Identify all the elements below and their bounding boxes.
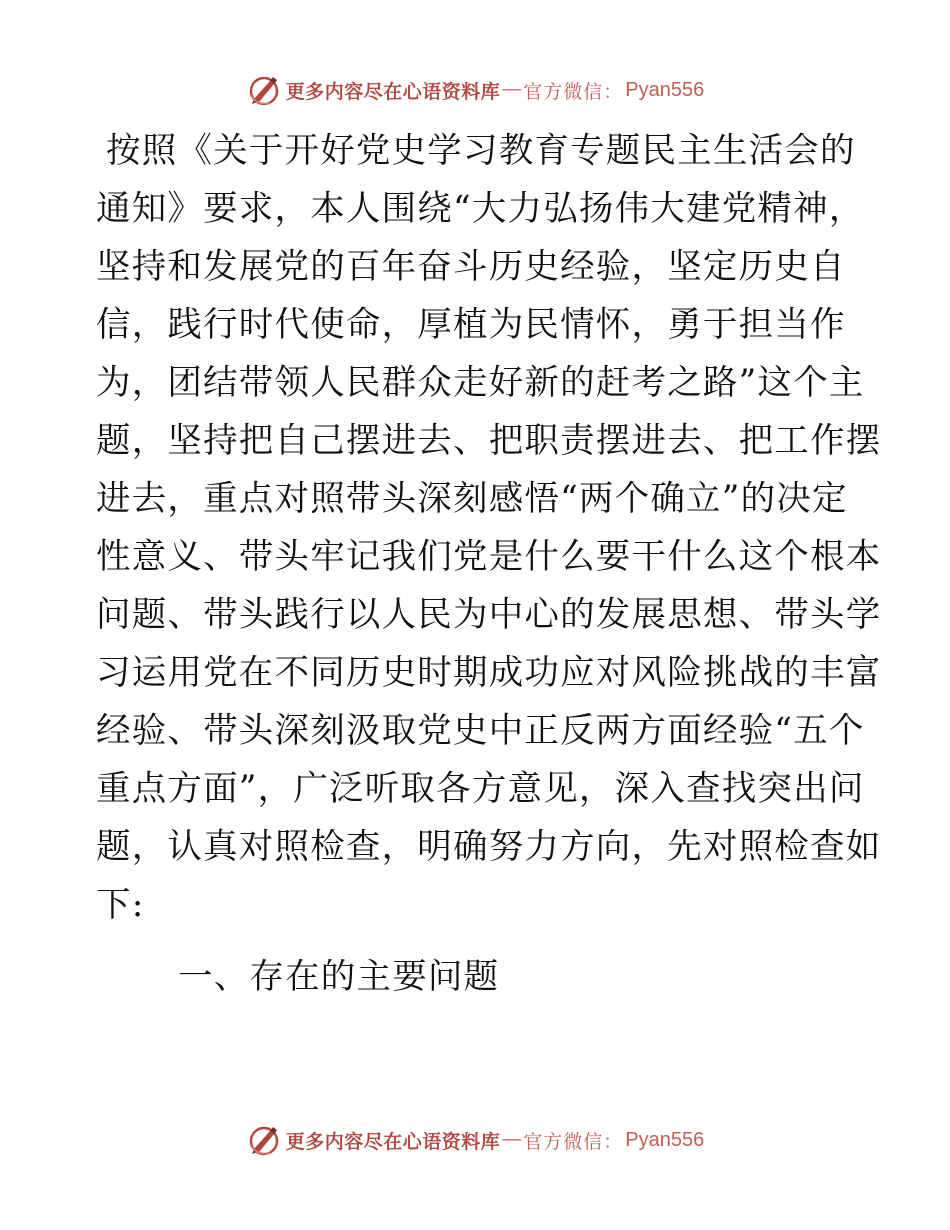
paragraph-line: 按照《关于开好党史学习教育专题民主生活会的 <box>106 131 856 171</box>
paragraph-line: 重点方面”，广泛听取各方意见，深入查找突出问 <box>96 769 865 809</box>
paragraph-line: 问题、带头践行以人民为中心的发展思想、带头学 <box>96 595 882 635</box>
banner-wechat-id: Pyan556 <box>625 78 705 101</box>
banner-brand-text: 更多内容尽在心语资料库 <box>285 1130 501 1153</box>
paragraph-line: 题，认真对照检查，明确努力方向，先对照检查如 <box>96 827 882 867</box>
paragraph-line: 坚持和发展党的百年奋斗历史经验，坚定历史自 <box>96 247 846 287</box>
banner-wechat-label: 官方微信： <box>523 1130 624 1153</box>
paragraph-line: 信，践行时代使命，厚植为民情怀，勇于担当作 <box>96 305 846 345</box>
paragraph-line: 为，团结带领人民群众走好新的赶考之路”这个主 <box>96 363 865 403</box>
paragraph-line: 题，坚持把自己摆进去、把职责摆进去、把工作摆 <box>96 421 882 461</box>
pen-circle-logo-icon <box>246 72 282 108</box>
banner-wechat-id: Pyan556 <box>625 1128 705 1151</box>
paragraph-line: 性意义、带头牢记我们党是什么要干什么这个根本 <box>96 537 882 577</box>
paragraph-line: 通知》要求，本人围绕“大力弘扬伟大建党精神， <box>96 189 865 229</box>
paragraph-line: 进去，重点对照带头深刻感悟“两个确立”的决定 <box>96 479 848 519</box>
banner-separator: — <box>502 79 522 100</box>
section-heading: 一、存在的主要问题 <box>178 957 500 997</box>
paragraph-line: 经验、带头深刻汲取党史中正反两方面经验“五个 <box>96 711 865 751</box>
paragraph-line: 下: <box>96 885 145 925</box>
body-paragraph <box>96 122 882 934</box>
footer-banner <box>0 1120 950 1160</box>
banner-brand-text: 更多内容尽在心语资料库 <box>285 80 501 103</box>
pen-circle-logo-icon <box>246 1122 282 1158</box>
paragraph-line: 习运用党在不同历史时期成功应对风险挑战的丰富 <box>96 653 882 693</box>
banner-separator: — <box>502 1129 522 1150</box>
banner-wechat-label: 官方微信： <box>523 80 624 103</box>
header-banner <box>0 70 950 110</box>
